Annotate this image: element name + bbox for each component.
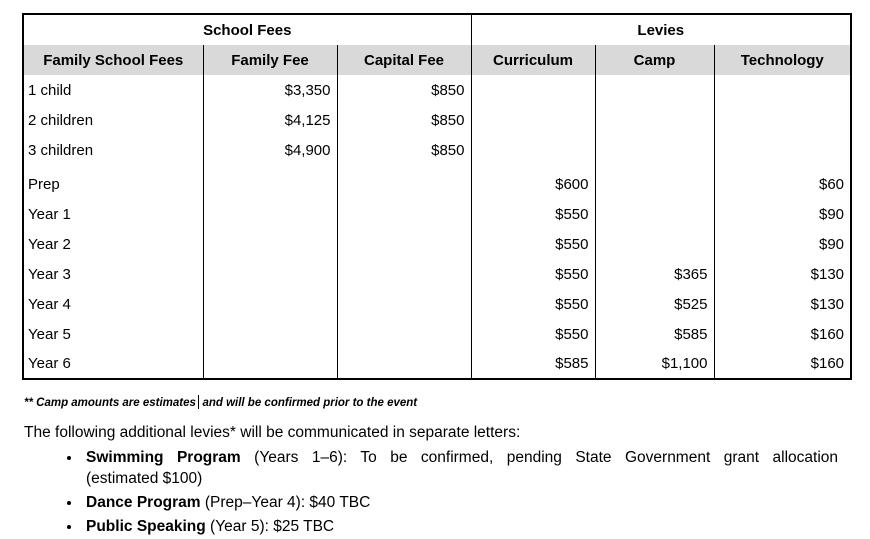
- cell-label[interactable]: 3 children: [23, 135, 203, 165]
- cell-technology[interactable]: $130: [714, 259, 851, 289]
- cell-family-fee[interactable]: $4,900: [203, 135, 337, 165]
- cell-technology[interactable]: [714, 135, 851, 165]
- table-row: [23, 259, 851, 289]
- table-row: [23, 319, 851, 349]
- cell-camp[interactable]: $365: [595, 259, 714, 289]
- list-item-swimming-program[interactable]: [82, 447, 838, 489]
- cell-family-fee[interactable]: [203, 229, 337, 259]
- cell-technology[interactable]: [714, 105, 851, 135]
- cell-curriculum[interactable]: $550: [471, 229, 595, 259]
- table-row: [23, 229, 851, 259]
- cell-capital-fee[interactable]: [337, 229, 471, 259]
- program-details: (Year 5): $25 TBC: [205, 518, 335, 535]
- cell-curriculum[interactable]: $585: [471, 349, 595, 379]
- cell-capital-fee[interactable]: $850: [337, 75, 471, 105]
- cell-curriculum[interactable]: $550: [471, 259, 595, 289]
- text-cursor-caret: [198, 395, 200, 409]
- cell-camp[interactable]: $525: [595, 289, 714, 319]
- program-name: Public Speaking: [86, 518, 206, 535]
- additional-levies-intro[interactable]: The following additional levies* will be communicated in separate letters:: [24, 424, 521, 441]
- cell-family-fee[interactable]: [203, 259, 337, 289]
- cell-curriculum[interactable]: [471, 105, 595, 135]
- fees-table: [22, 13, 852, 380]
- footnote-text-before-caret: ** Camp amounts are estimates: [24, 397, 196, 409]
- cell-capital-fee[interactable]: [337, 199, 471, 229]
- cell-technology[interactable]: $160: [714, 349, 851, 379]
- cell-technology[interactable]: $90: [714, 229, 851, 259]
- cell-label[interactable]: Year 2: [23, 229, 203, 259]
- cell-camp[interactable]: $1,100: [595, 349, 714, 379]
- cell-capital-fee[interactable]: [337, 349, 471, 379]
- cell-family-fee[interactable]: [203, 349, 337, 379]
- table-row: [23, 105, 851, 135]
- col-header-family-fee[interactable]: Family Fee: [203, 45, 337, 75]
- cell-family-fee[interactable]: $4,125: [203, 105, 337, 135]
- group-header-levies[interactable]: Levies: [471, 14, 851, 45]
- cell-technology[interactable]: $90: [714, 199, 851, 229]
- table-row: [23, 199, 851, 229]
- cell-label[interactable]: Prep: [23, 165, 203, 199]
- col-header-capital-fee[interactable]: Capital Fee: [337, 45, 471, 75]
- table-row: [23, 165, 851, 199]
- col-header-curriculum[interactable]: Curriculum: [471, 45, 595, 75]
- cell-camp[interactable]: [595, 105, 714, 135]
- program-details: (Years 1–6): To be confirmed, pending State Government grant allocation: [240, 449, 839, 466]
- cell-curriculum[interactable]: [471, 135, 595, 165]
- cell-capital-fee[interactable]: [337, 259, 471, 289]
- cell-camp[interactable]: [595, 75, 714, 105]
- program-name: Swimming Program: [86, 449, 241, 466]
- cell-technology[interactable]: $160: [714, 319, 851, 349]
- program-note: (estimated $100): [86, 470, 203, 487]
- cell-curriculum[interactable]: $550: [471, 199, 595, 229]
- program-name: Dance Program: [86, 494, 201, 511]
- table-row: [23, 349, 851, 379]
- cell-label[interactable]: Year 3: [23, 259, 203, 289]
- program-details: (Prep–Year 4): $40 TBC: [200, 494, 371, 511]
- cell-family-fee[interactable]: $3,350: [203, 75, 337, 105]
- cell-label[interactable]: Year 4: [23, 289, 203, 319]
- cell-curriculum[interactable]: $550: [471, 289, 595, 319]
- cell-curriculum[interactable]: [471, 75, 595, 105]
- cell-curriculum[interactable]: $600: [471, 165, 595, 199]
- cell-curriculum[interactable]: $550: [471, 319, 595, 349]
- cell-label[interactable]: 1 child: [23, 75, 203, 105]
- cell-capital-fee[interactable]: $850: [337, 135, 471, 165]
- list-item-public-speaking[interactable]: [82, 516, 838, 537]
- cell-camp[interactable]: [595, 199, 714, 229]
- cell-label[interactable]: Year 5: [23, 319, 203, 349]
- table-group-header-row: [23, 14, 851, 45]
- cell-capital-fee[interactable]: $850: [337, 105, 471, 135]
- table-row: [23, 289, 851, 319]
- cell-technology[interactable]: $60: [714, 165, 851, 199]
- cell-capital-fee[interactable]: [337, 289, 471, 319]
- col-header-camp[interactable]: Camp: [595, 45, 714, 75]
- table-column-header-row: [23, 45, 851, 75]
- cell-family-fee[interactable]: [203, 199, 337, 229]
- footnote-text-after-caret: and will be confirmed prior to the event: [202, 397, 418, 409]
- cell-family-fee[interactable]: [203, 165, 337, 199]
- camp-footnote[interactable]: [24, 395, 848, 409]
- col-header-family-school-fees[interactable]: Family School Fees: [23, 45, 203, 75]
- list-item-dance-program[interactable]: [82, 492, 838, 513]
- cell-family-fee[interactable]: [203, 289, 337, 319]
- cell-label[interactable]: 2 children: [23, 105, 203, 135]
- cell-technology[interactable]: [714, 75, 851, 105]
- fees-table-body: [23, 75, 851, 379]
- cell-capital-fee[interactable]: [337, 165, 471, 199]
- cell-technology[interactable]: $130: [714, 289, 851, 319]
- cell-camp[interactable]: $585: [595, 319, 714, 349]
- cell-label[interactable]: Year 6: [23, 349, 203, 379]
- cell-camp[interactable]: [595, 229, 714, 259]
- cell-capital-fee[interactable]: [337, 319, 471, 349]
- additional-levies-list: [22, 447, 838, 537]
- table-row: [23, 135, 851, 165]
- cell-family-fee[interactable]: [203, 319, 337, 349]
- cell-label[interactable]: Year 1: [23, 199, 203, 229]
- table-row: [23, 75, 851, 105]
- col-header-technology[interactable]: Technology: [714, 45, 851, 75]
- cell-camp[interactable]: [595, 165, 714, 199]
- group-header-school-fees[interactable]: School Fees: [23, 14, 471, 45]
- cell-camp[interactable]: [595, 135, 714, 165]
